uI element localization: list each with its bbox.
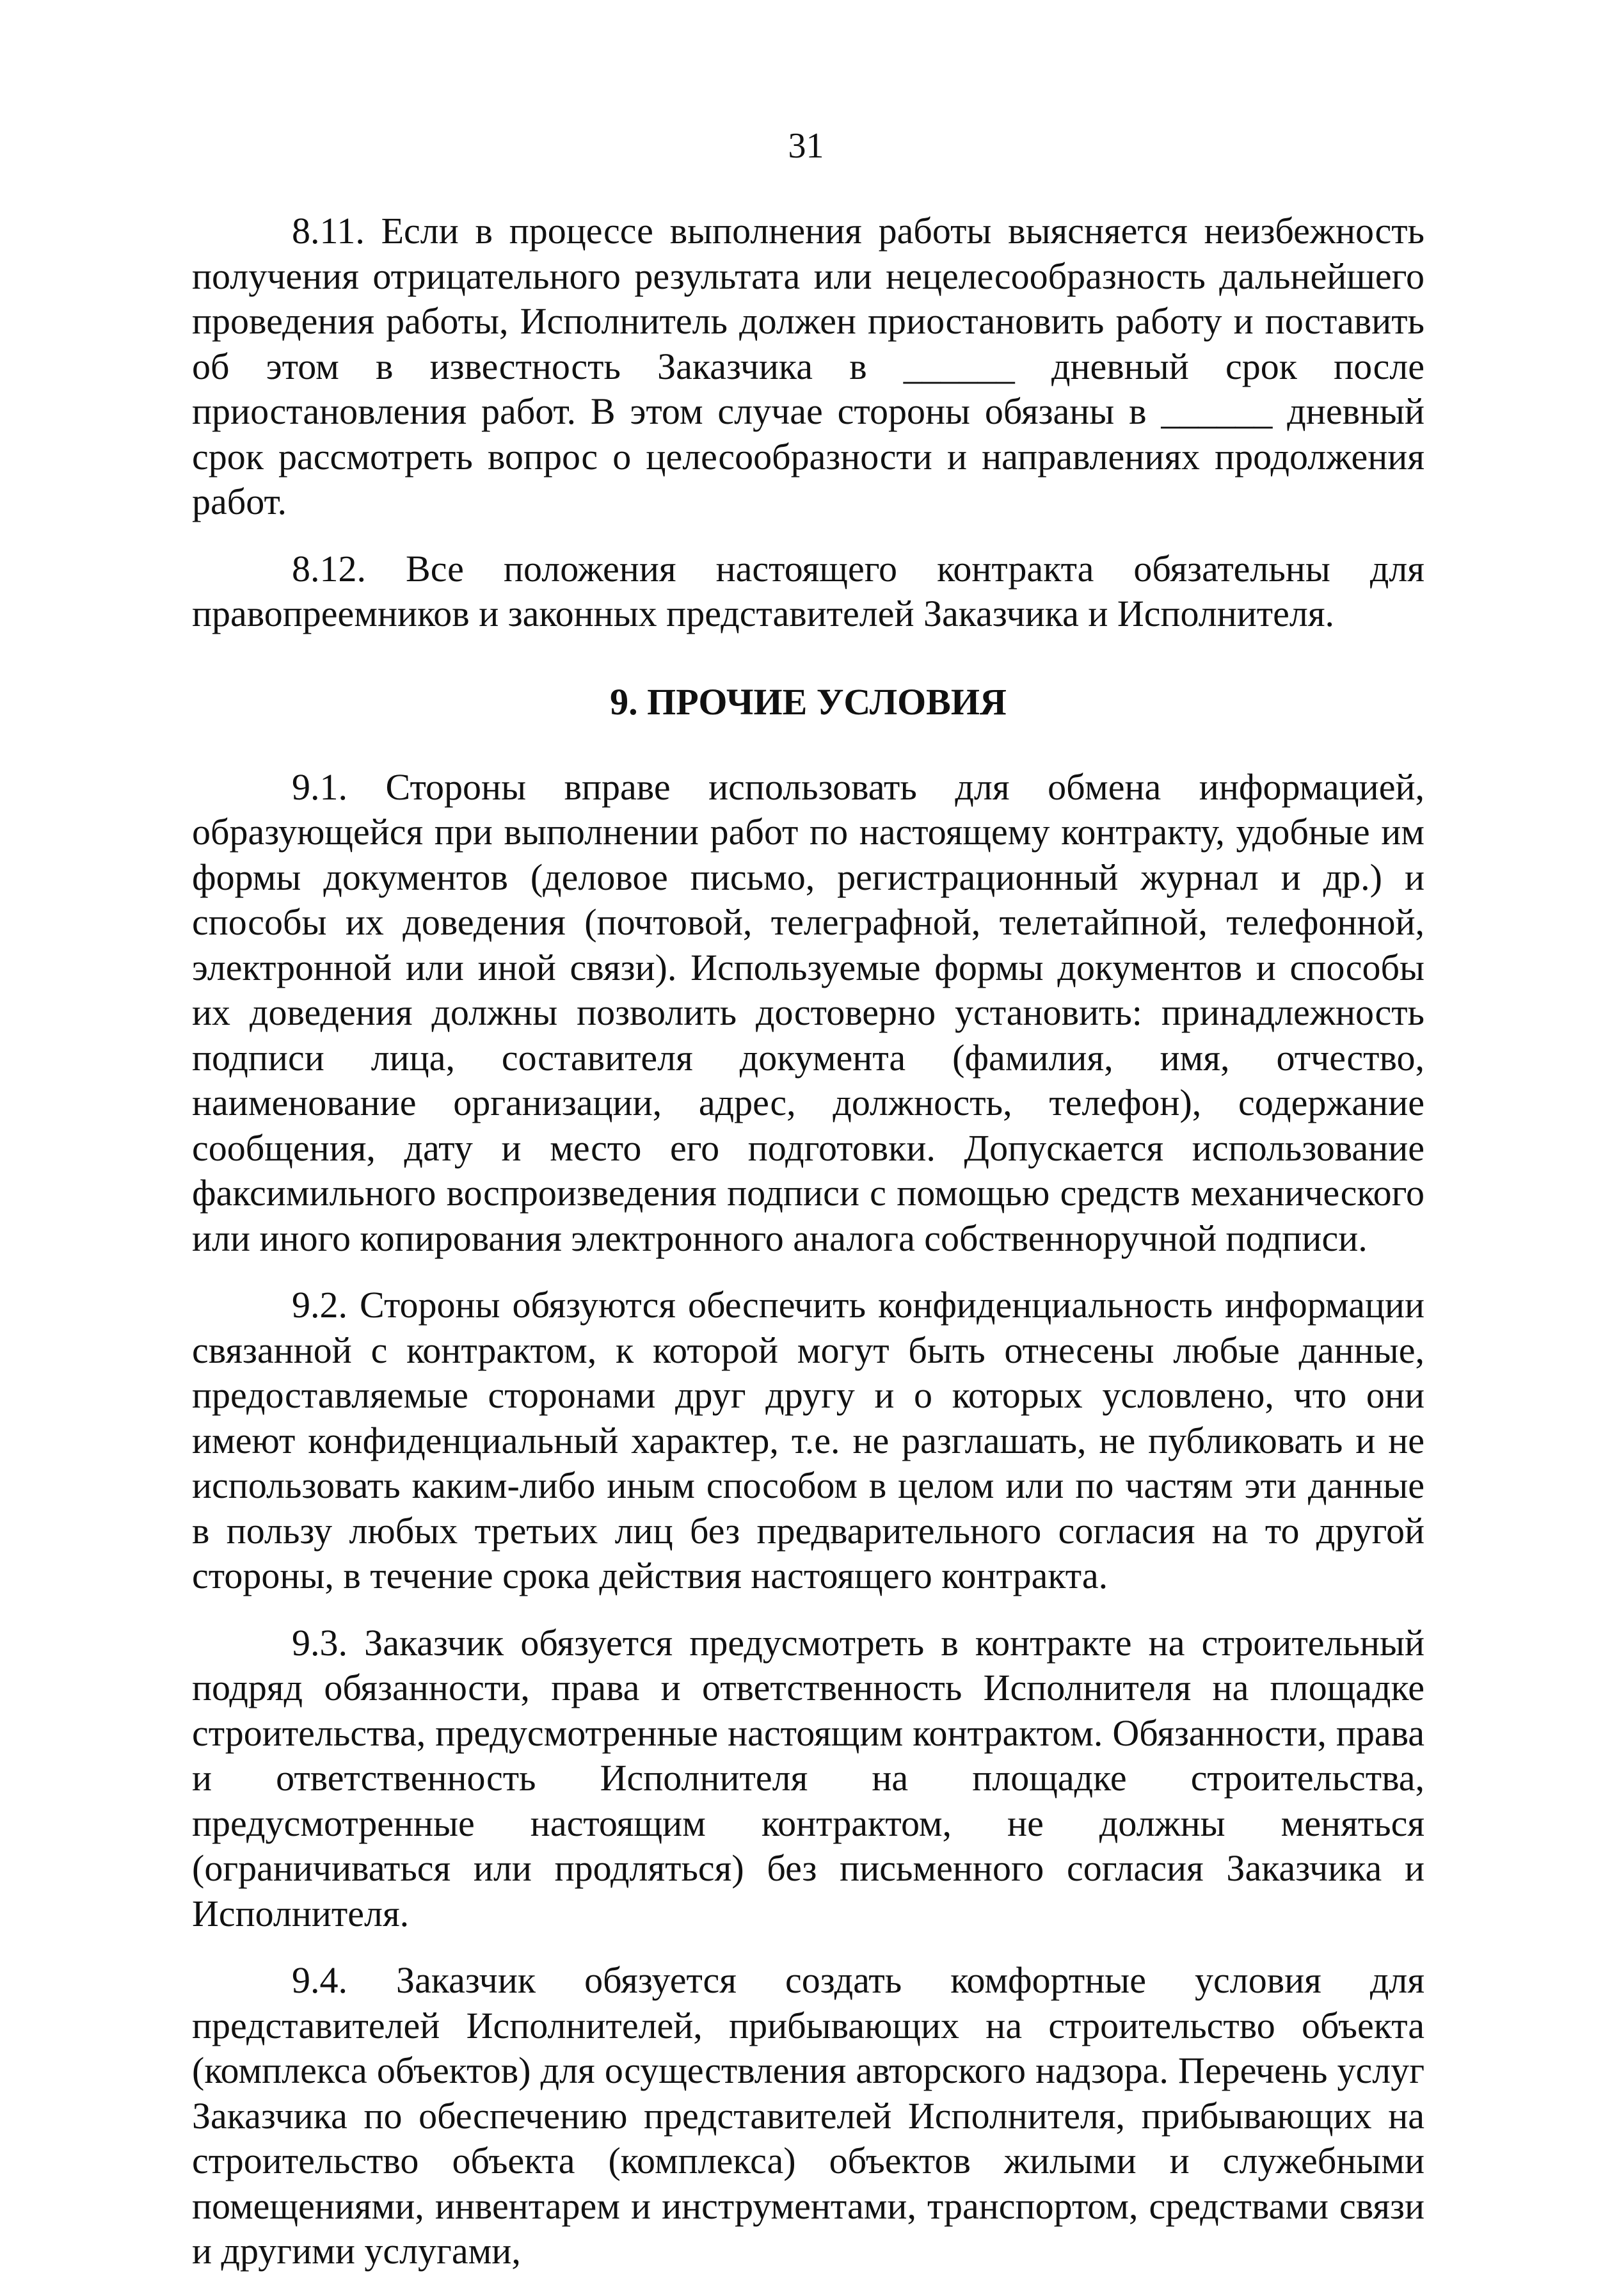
page-number: 31 <box>788 126 824 166</box>
clause-8-12: 8.12. Все положения настоящего контракта обязательны для правопреемников и законных представителей Заказчика и Исполнителя. <box>192 547 1424 634</box>
section-heading: 9. ПРОЧИЕ УСЛОВИЯ <box>610 680 1007 723</box>
clause-8-11: 8.11. Если в процессе выполнения работы выясняется неизбежность получения отрицательного результата или нецелесообразность дальнейшего проведения работы, Исполнитель должен приостановить работу и поставить об этом в известность Заказчика в ______ дневный срок после приостановления работ. В этом случае стороны обязаны в ______ дневный срок рассмотреть вопрос о целесообразности и направлениях продолжения работ. <box>192 210 1424 522</box>
clause-9-1: 9.1. Стороны вправе использовать для обмена информацией, образующейся при выполнении работ по настоящему контракту, удобные им формы документов (деловое письмо, регистрационный журнал и др.) и способы их доведения (почтовой, телеграфной, телетайпной, телефонной, электронной или иной связи). Используемые формы документов и способы их доведения должны позволить достоверно установить: принадлежность подписи лица, составителя документа (фамилия, имя, отчество, наименование организации, адрес, должность, телефон), содержание сообщения, дату и место его подготовки. Допускается использование факсимильного воспроизведения подписи с помощью средств механического или иного копирования электронного аналога собственноручной подписи. <box>192 766 1424 1259</box>
document-body <box>192 209 1424 2296</box>
clause-9-2: 9.2. Стороны обязуются обеспечить конфиденциальность информации связанной с контрактом, к которой могут быть отнесены любые данные, предоставляемые сторонами друг другу и о которых условлено, что они имеют конфиденциальный характер, т.е. не разглашать, не публиковать и не использовать каким-либо иным способом в целом или по частям эти данные в пользу любых третьих лиц без предварительного согласия на то другой стороны, в течение срока действия настоящего контракта. <box>192 1284 1424 1596</box>
clause-9-4: 9.4. Заказчик обязуется создать комфортные условия для представителей Исполнителей, прибывающих на строительство объекта (комплекса объектов) для осуществления авторского надзора. Перечень услуг Заказчика по обеспечению представителей Исполнителя, прибывающих на строительство объекта (комплекса) объектов жилыми и служебными помещениями, инвентарем и инструментами, транспортом, средствами связи и другими услугами, <box>192 1959 1424 2272</box>
clause-9-3: 9.3. Заказчик обязуется предусмотреть в контракте на строительный подряд обязанности, права и ответственность Исполнителя на площадке строительства, предусмотренные настоящим контрактом. Обязанности, права и ответственность Исполнителя на площадке строительства, предусмотренные настоящим контрактом, не должны меняться (ограничиваться или продляться) без письменного согласия Заказчика и Исполнителя. <box>192 1621 1424 1934</box>
